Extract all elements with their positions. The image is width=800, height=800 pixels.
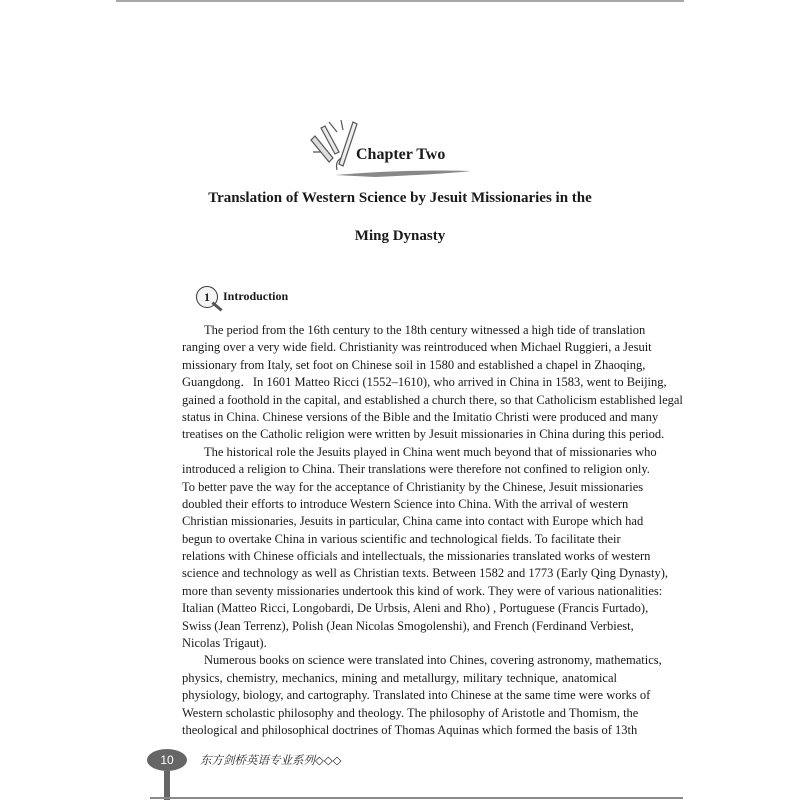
paragraph-line: gained a foothold in the capital, and established a church there, so that Catholicism established legal <box>182 392 683 407</box>
paragraph-line: missionary from Italy, set foot on Chinese soil in 1580 and established a chapel in Zhaoqing, <box>182 357 646 372</box>
chapter-title-line-2: Ming Dynasty <box>354 228 446 244</box>
magnifier-handle <box>211 301 222 311</box>
paragraph-line: more than seventy missionaries undertook this kind of work. They were of various nationalities: <box>182 583 663 598</box>
section-title: Introduction <box>223 289 289 303</box>
paragraph-line: relations with Chinese officials and intellectuals, the missionaries translated works of western <box>182 549 651 564</box>
paragraph-line: The historical role the Jesuits played in China went much beyond that of missionaries who <box>204 444 657 459</box>
body-text <box>182 322 683 739</box>
paragraph-line: status in China. Chinese versions of the Bible and the Imitatio Christi were produced and many <box>182 409 659 424</box>
chapter-title-line-1: Translation of Western Science by Jesuit Missionaries in the <box>208 190 592 206</box>
paragraph-line: begun to overtake China in various scientific and technological fields. To facilitate their <box>182 531 621 546</box>
series-title: 东方剑桥英语专业系列◇◇◇ <box>200 753 342 767</box>
paragraph-line: Numerous books on science were translated into Chines, covering astronomy, mathematics, <box>204 653 662 668</box>
paragraph-line: treatises on the Catholic religion were written by Jesuit missionaries in China during this period. <box>182 427 665 442</box>
paragraph-line: doubled their efforts to introduce Western Science into China. With the arrival of western <box>182 496 629 511</box>
paragraph-line: theological and philosophical doctrines of Thomas Aquinas which formed the basis of 13th <box>182 722 638 737</box>
chapter-heading: Chapter Two <box>356 146 446 163</box>
page-top-rule <box>116 0 684 2</box>
paragraph-line: Swiss (Jean Terrenz), Polish (Jean Nicolas Smogolenshi), and French (Ferdinand Verbiest, <box>182 618 634 633</box>
magnifier-number-icon: 1 <box>196 286 218 308</box>
page-number: 10 <box>147 749 187 771</box>
paragraph-line: Guangdong．In 1601 Matteo Ricci (1552–1610), who arrived in China in 1583, went to Beijing, <box>182 375 667 390</box>
paragraph-line: The period from the 16th century to the 18th century witnessed a high tide of translation <box>204 323 646 337</box>
chapter-underline-swoosh <box>335 165 475 179</box>
page-bottom-rule <box>150 797 683 799</box>
paragraph-line: Italian (Matteo Ricci, Longobardi, De Urbsis, Aleni and Rho) , Portuguese (Francis Furtado), <box>182 601 649 616</box>
paragraph-line: Western scholastic philosophy and theology. The philosophy of Aristotle and Thomism, the <box>182 705 639 720</box>
paragraph-line: introduced a religion to China. Their translations were therefore not confined to religion only. <box>182 462 650 477</box>
page-number-stem <box>164 771 170 800</box>
paragraph-line: Christian missionaries, Jesuits in particular, China came into contact with Europe which had <box>182 514 644 529</box>
paragraph-line: To better pave the way for the acceptance of Christianity by the Chinese, Jesuit missionaries <box>182 479 644 494</box>
paragraph-line: physiology, biology, and cartography. Translated into Chinese at the same time were works of <box>182 688 651 703</box>
paragraph-line: physics, chemistry, mechanics, mining and metallurgy, military technique, anatomical <box>182 670 617 685</box>
paragraph-line: ranging over a very wide field. Christianity was reintroduced when Michael Ruggieri, a Jesuit <box>182 340 652 355</box>
paragraph-line: Nicolas Trigaut). <box>182 636 267 651</box>
paragraph-line: science and technology as well as Christian texts. Between 1582 and 1773 (Early Qing Dynasty), <box>182 566 668 581</box>
